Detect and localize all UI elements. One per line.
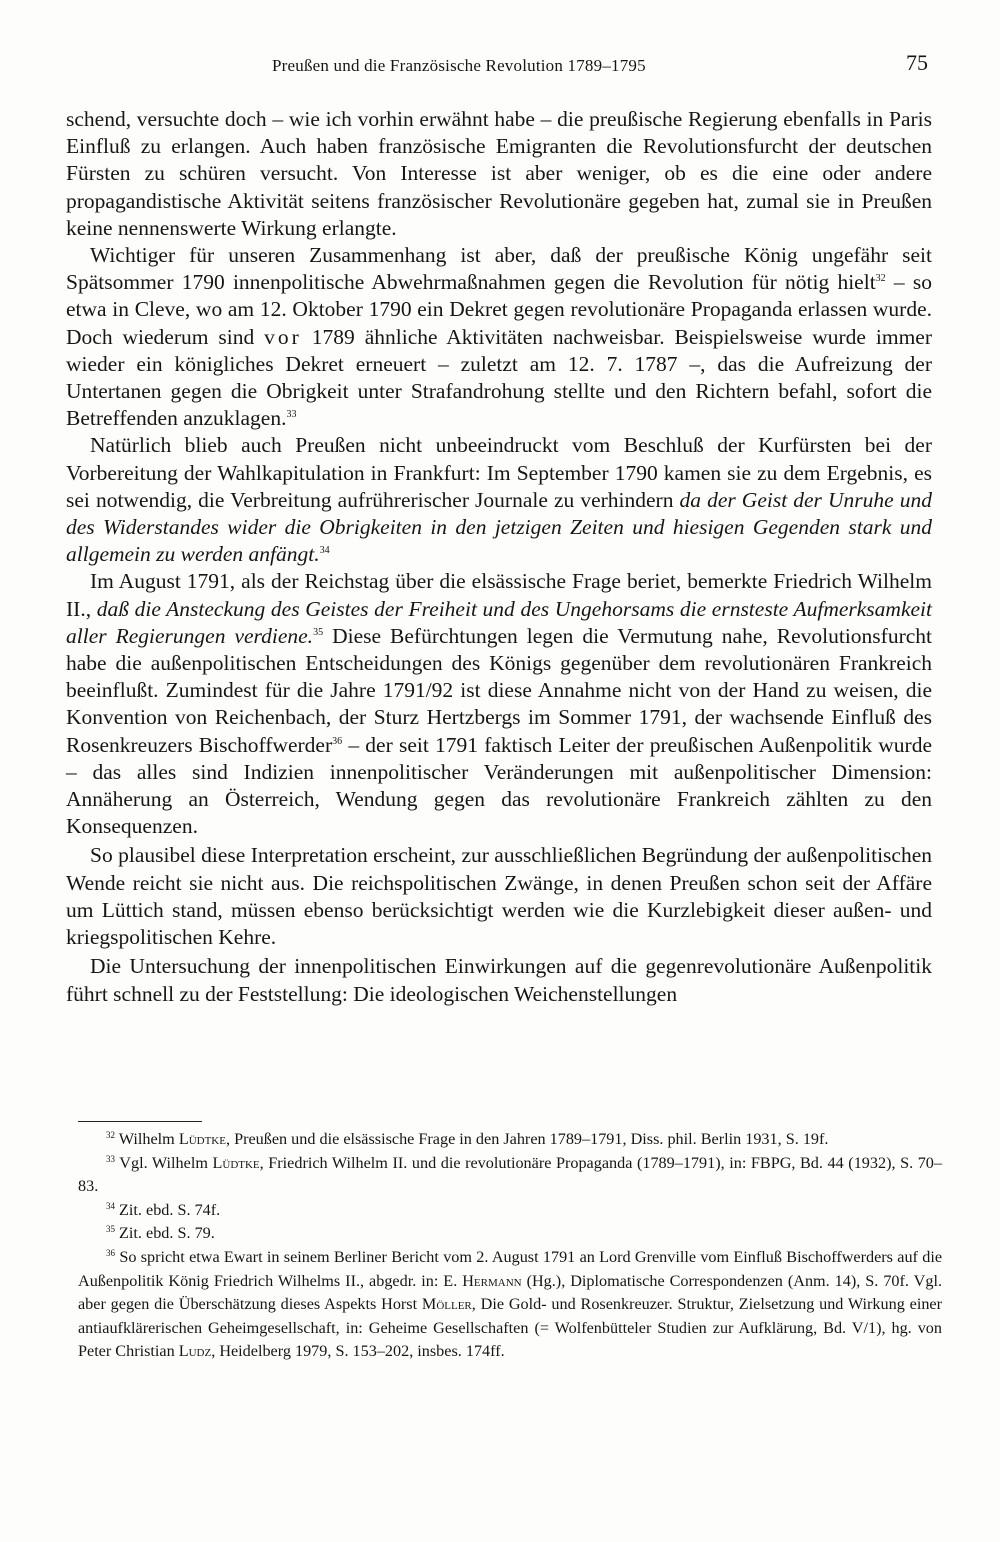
footnote-text: Wilhelm (118, 1130, 179, 1148)
paragraph (66, 568, 932, 840)
paragraph (66, 953, 932, 1007)
footnote-text: Zit. ebd. S. 79. (119, 1224, 215, 1243)
paragraph-text: Im August 1791, als der Reichstag über die elsässische Frage beriet, bemerkte Friedrich Wilhelm II., (66, 569, 932, 621)
footnote-text: , Die Gold- und Rosenkreuzer. Struktur, Zielsetzung und Wirkung einer antiaufklärerischen Geheimgesellschaft, in: Geheime Gesellschaften (= Wolfenbütteler Studien zur Aufklärung, Bd. V/1), hg. von Peter Christian (78, 1295, 942, 1361)
quotation: da der Geist der Unruhe und des Widerstandes wider die Obrigkeiten in den jetzigen Zeiten und hiesigen Gegenden stark und allgemein zu werden anfängt. (66, 487, 932, 567)
paragraph-text: So plausibel diese Interpretation erscheint, zur ausschließlichen Begründung der außenpolitischen Wende reicht sie nicht aus. Die reichspolitischen Zwänge, in denen Preußen schon seit der Affäre um Lüttich stand, müssen ebenso berücksichtigt werden wie die Kurzlebigkeit dieser außen- und kriegspolitischen Kehre. (66, 843, 932, 950)
footnote-text: , Preußen und die elsässische Frage in den Jahren 1789–1791, Diss. phil. Berlin 1931, S. 19f. (225, 1130, 829, 1148)
footnote (78, 1222, 942, 1246)
footnote-reference: 33 (286, 409, 297, 421)
footnote-reference: 32 (875, 273, 886, 285)
footnote (78, 1199, 942, 1223)
footnote-number: 33 (106, 1153, 115, 1164)
author-name: Möller (421, 1295, 472, 1314)
footnote-number: 36 (106, 1247, 115, 1258)
footnote-number: 35 (106, 1224, 115, 1235)
page-number: 75 (906, 50, 928, 75)
running-title: Preußen und die Französische Revolution 1789–1795 (272, 56, 646, 75)
footnote-text: So spricht etwa Ewart in seinem Berliner Bericht vom 2. August 1791 an Lord Grenville vom Einfluß Bischoffwerders auf die Außenpolitik König Friedrich Wilhelms II., abgedr. in: E. (78, 1247, 943, 1290)
author-name: Lüdtke (178, 1130, 226, 1148)
footnote-text: , Friedrich Wilhelm II. und die revolutionäre Propaganda (1789–1791), in: FBPG, Bd. 44 (1932), S. 70–83. (78, 1153, 942, 1196)
footnote-number: 32 (106, 1130, 115, 1140)
footnote-text: (Hg.), Diplomatische Correspondenzen (Anm. 14), S. 70f. Vgl. aber gegen die Überschätzung dieses Aspekts Horst (78, 1271, 942, 1314)
footnote (78, 1246, 942, 1364)
footnotes (78, 1128, 942, 1364)
paragraph-text: Natürlich blieb auch Preußen nicht unbeeindruckt vom Beschluß der Kurfürsten bei der Vorbereitung der Wahlkapitulation in Frankfurt: Im September 1790 kamen sie zu dem Ergebnis, es sei notwendig, die Verbreitung aufrührerischer Journale zu verhindern (66, 433, 932, 512)
footnote (78, 1128, 942, 1152)
footnote-number: 34 (106, 1200, 115, 1211)
paragraph-text: – der seit 1791 faktisch Leiter der preußischen Außenpolitik wurde – das alles sind Indizien innenpolitischer Veränderungen mit außenpolitischer Dimension: Annäherung an Österreich, Wendung gegen das revolutionäre Frankreich zählten zu den Konsequenzen. (66, 732, 933, 839)
paragraph-text: schend, versuchte doch – wie ich vorhin erwähnt habe – die preußische Regierung ebenfalls in Paris Einfluß zu erlangen. Auch haben französische Emigranten die Revolutionsfurcht der deutschen Fürsten zu schüren versucht. Von Interesse ist aber weniger, ob es die eine oder andere propagandistische Aktivität seitens französischer Revolutionäre gegeben hat, zumal sie in Preußen keine nennenswerte Wirkung erlangte. (66, 107, 932, 240)
paragraph-text: 1789 ähnliche Aktivitäten nachweisbar. Beispielsweise wurde immer wieder ein königliches Dekret erneuert – zuletzt am 12. 7. 1787 –, das die Aufreizung der Untertanen gegen die Obrigkeit unter Strafandrohung stellte und den Richtern befahl, sofort die Betreffenden anzuklagen. (66, 324, 932, 431)
footnote-text: Vgl. Wilhelm (119, 1153, 213, 1172)
footnote-divider (78, 1121, 202, 1122)
footnote-reference: 35 (313, 626, 324, 638)
paragraph-text: Wichtiger für unseren Zusammenhang ist aber, daß der preußische König ungefähr seit Spätsommer 1790 innenpolitische Abwehrmaßnahmen gegen die Revolution für nötig hielt (66, 243, 932, 295)
paragraph-text: Diese Befürchtungen legen die Vermutung nahe, Revolutionsfurcht habe die außenpolitischen Entscheidungen des Königs gegenüber dem revolutionären Frankreich beeinflußt. Zumindest für die Jahre 1791/92 ist diese Annahme nicht von der Hand zu weisen, die Konvention von Reichenbach, der Sturz Hertzbergs im Sommer 1791, der wachsende Einfluß des Rosenkreuzers Bischoffwerder (66, 623, 932, 757)
author-name: Ludz (178, 1342, 212, 1361)
main-text (66, 106, 932, 1008)
paragraph (66, 242, 932, 432)
paragraph (66, 842, 932, 951)
paragraph-text: – so etwa in Cleve, wo am 12. Oktober 1790 ein Dekret gegen revolutionäre Propaganda erlassen wurde. Doch wiederum sind (66, 270, 932, 349)
paragraph-text: Die Untersuchung der innenpolitischen Einwirkungen auf die gegenrevolutionäre Außenpolitik führt schnell zu der Feststellung: Die ideologischen Weichenstellungen (66, 954, 932, 1006)
page-header (66, 50, 928, 90)
footnote (78, 1152, 942, 1199)
author-name: Lüdtke (212, 1153, 260, 1172)
footnote-reference: 36 (332, 735, 343, 747)
footnote-text: , Heidelberg 1979, S. 153–202, insbes. 174ff. (211, 1342, 505, 1361)
paragraph (66, 432, 932, 568)
quotation: daß die Ansteckung des Geistes der Freiheit und des Ungehorsams die ernsteste Aufmerksamkeit aller Regierungen verdiene. (66, 596, 932, 648)
author-name: Hermann (462, 1271, 522, 1290)
footnote-text: Zit. ebd. S. 74f. (119, 1200, 221, 1219)
emphasis-text: vor (264, 324, 302, 349)
paragraph (66, 106, 932, 242)
footnote-reference: 34 (319, 545, 330, 557)
